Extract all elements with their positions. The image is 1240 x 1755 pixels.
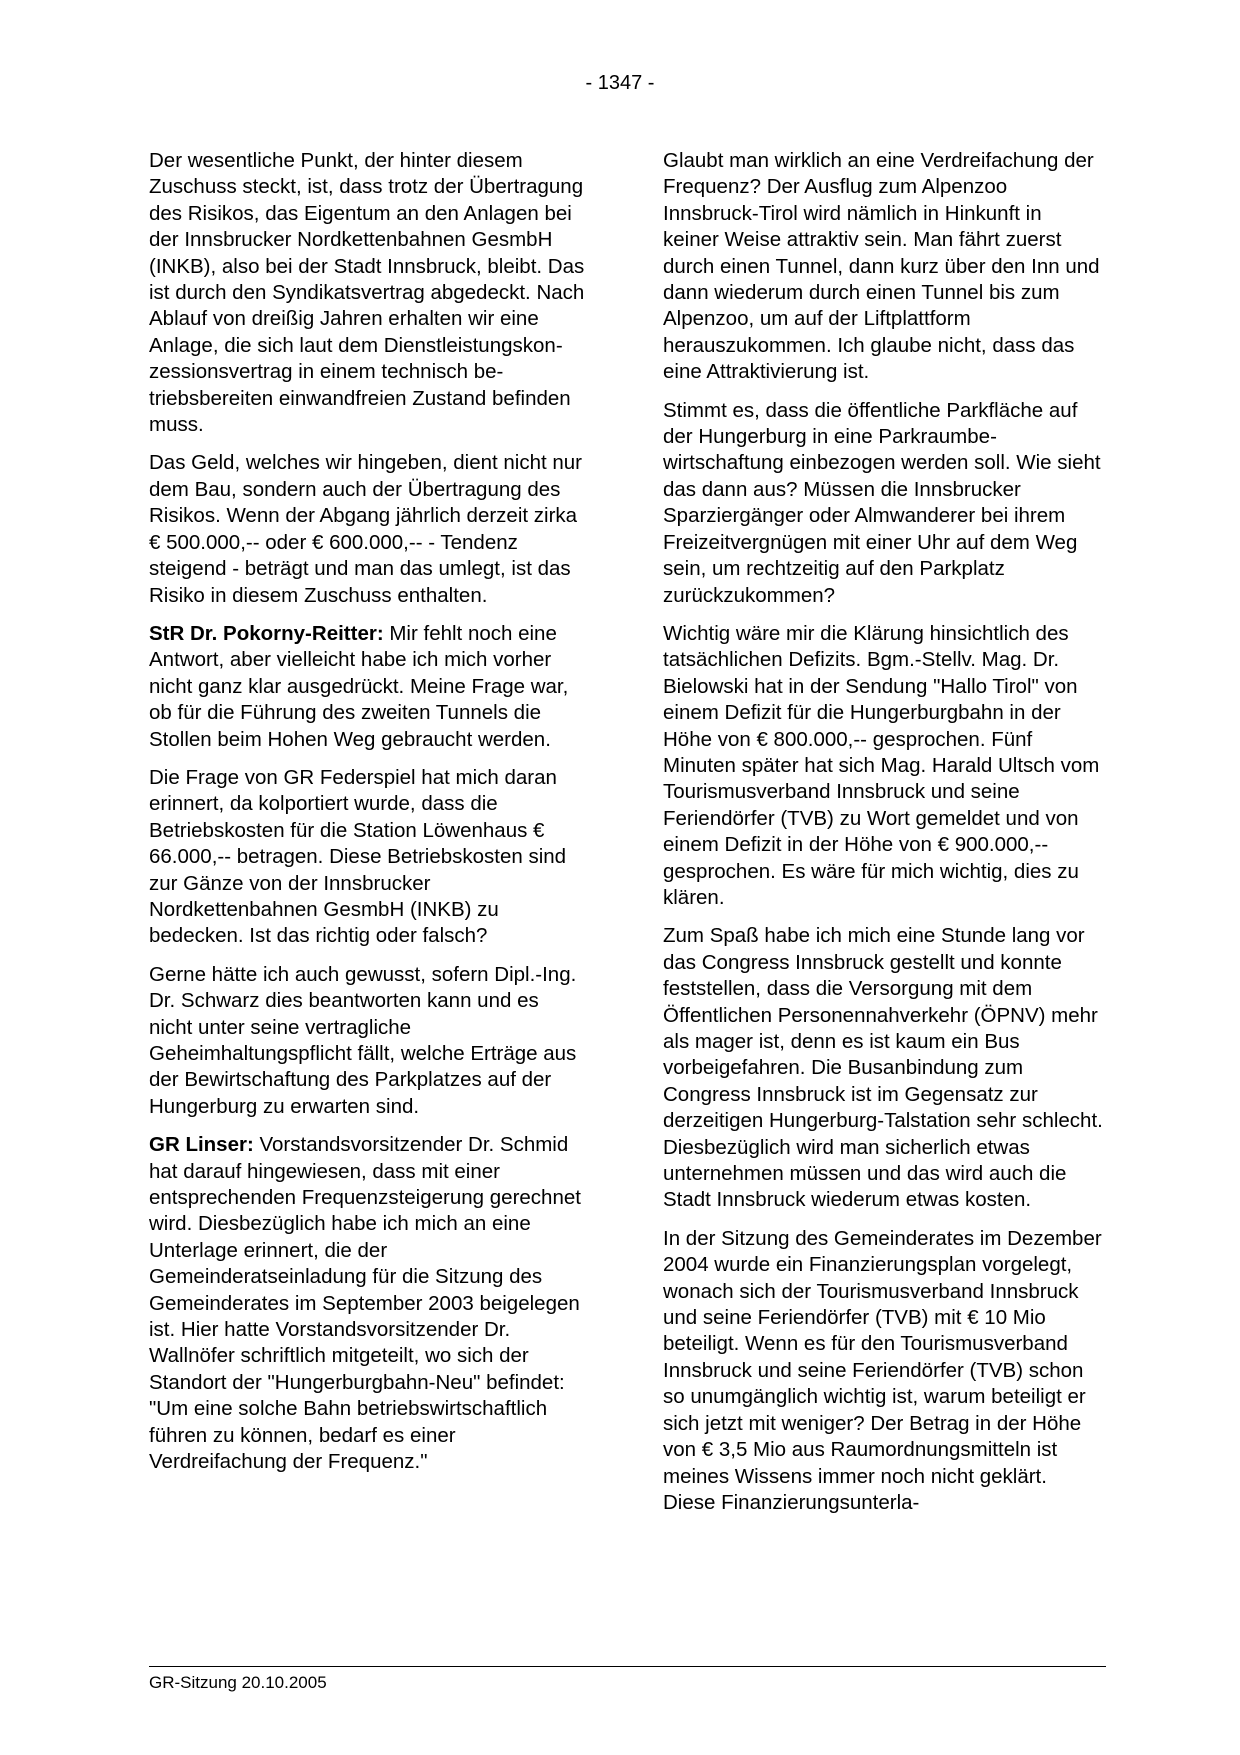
page-number: - 1347 - bbox=[585, 72, 655, 94]
right-column bbox=[663, 148, 1103, 1528]
paragraph: Glaubt man wirklich an eine Verdreifachung der Frequenz? Der Ausflug zum Alpenzoo Innsbruck-Tirol wird nämlich in Hinkunft in keiner Weise attraktiv sein. Man fährt zuerst durch einen Tunnel, dann kurz über den Inn und dann wiederum durch einen Tunnel bis zum Alpenzoo, um auf der Liftplattform herauszukommen. Ich glaube nicht, dass das eine Attraktivierung ist. bbox=[663, 149, 1100, 384]
paragraph: Die Frage von GR Federspiel hat mich daran erinnert, da kolportiert wurde, dass die Betriebskosten für die Station Löwenhaus € 66.000,-- betragen. Diese Betriebskosten sind zur Gänze von der Innsbrucker Nordkettenbahnen GesmbH (INKB) zu bedecken. Ist das richtig oder falsch? bbox=[149, 765, 567, 948]
paragraph: Gerne hätte ich auch gewusst, sofern Dipl.-Ing. Dr. Schwarz dies beantworten kann und es nicht unter seine vertragliche Geheimhaltungspflicht fällt, welche Erträge aus der Bewirtschaftung des Parkplatzes auf der Hungerburg zu erwarten sind. bbox=[149, 962, 577, 1118]
paragraph: Wichtig wäre mir die Klärung hinsichtlich des tatsächlichen Defizits. Bgm.-Stellv. Mag. Dr. Bielowski hat in der Sendung "Hallo Tirol" von einem Defizit für die Hungerburgbahn in der Höhe von € 800.000,-- gesprochen. Fünf Minuten später hat sich Mag. Harald Ultsch vom Tourismusverband Innsbruck und seine Feriendörfer (TVB) zu Wort gemeldet und von einem Defizit in der Höhe von € 900.000,-- gesprochen. Es wäre für mich wichtig, dies zu klären. bbox=[663, 621, 1100, 909]
speaker-text: Mir fehlt noch eine Antwort, aber vielleicht habe ich mich vorher nicht ganz klar ausgedrückt. Meine Frage war, ob für die Führung des zweiten Tunnels die Stollen beim Hohen Weg gebraucht werden. bbox=[149, 621, 569, 751]
paragraph: Der wesentliche Punkt, der hinter diesem Zuschuss steckt, ist, dass trotz der Übertragung des Risikos, das Eigentum an den Anlagen bei der Innsbrucker Nordkettenbahnen GesmbH (INKB), also bei der Stadt Innsbruck, bleibt. Das ist durch den Syndikatsvertrag abgedeckt. Nach Ablauf von dreißig Jahren erhalten wir eine Anlage, die sich laut dem Dienstleistungskonzessionsvertrag in einem technisch betriebsbereiten einwandfreien Zustand befinden muss. bbox=[149, 149, 585, 437]
speaker-paragraph bbox=[149, 1132, 586, 1475]
paragraph: Stimmt es, dass die öffentliche Parkfläche auf der Hungerburg in eine Parkraumbewirtschaftung einbezogen werden soll. Wie sieht das dann aus? Müssen die Innsbrucker Sparziergänger oder Almwanderer bei ihrem Freizeitvergnügen mit einer Uhr auf dem Weg sein, um rechtzeitig auf den Parkplatz zurückzukommen? bbox=[663, 398, 1101, 607]
footer-text: GR-Sitzung 20.10.2005 bbox=[149, 1673, 327, 1692]
footer-divider bbox=[149, 1666, 1106, 1667]
paragraph: Das Geld, welches wir hingeben, dient nicht nur dem Bau, sondern auch der Übertragung des Risikos. Wenn der Abgang jährlich derzeit zirka € 500.000,-- oder € 600.000,-- - Tendenz steigend - beträgt und man das umlegt, ist das Risiko in diesem Zuschuss enthalten. bbox=[149, 451, 583, 607]
left-column bbox=[149, 148, 586, 1488]
speaker-name: GR Linser: bbox=[149, 1133, 254, 1157]
speaker-text: Vorstandsvorsitzender Dr. Schmid hat darauf hingewiesen, dass mit einer entsprechenden Frequenzsteigerung gerechnet wird. Diesbezüglich habe ich mich an eine Unterlage erinnert, die der Gemeinderatseinladung für die Sitzung des Gemeinderates im September 2003 beigelegen ist. Hier hatte Vorstandsvorsitzender Dr. Wallnöfer schriftlich mitgeteilt, wo sich der Standort der "Hungerburgbahn-Neu" befindet: "Um eine solche Bahn betriebswirtschaftlich führen zu können, bedarf es einer Verdreifachung der Frequenz." bbox=[149, 1133, 581, 1474]
paragraph: Zum Spaß habe ich mich eine Stunde lang vor das Congress Innsbruck gestellt und konnte feststellen, dass die Versorgung mit dem Öffentlichen Personennahverkehr (ÖPNV) mehr als mager ist, denn es ist kaum ein Bus vorbeigefahren. Die Busanbindung zum Congress Innsbruck ist im Gegensatz zur derzeitigen Hungerburg-Talstation sehr schlecht. Diesbezüglich wird man sicherlich etwas unternehmen müssen und das wird auch die Stadt Innsbruck wiederum etwas kosten. bbox=[663, 924, 1103, 1212]
speaker-paragraph bbox=[149, 621, 586, 753]
paragraph: In der Sitzung des Gemeinderates im Dezember 2004 wurde ein Finanzierungsplan vorgelegt, wonach sich der Tourismusverband Innsbruck und seine Feriendörfer (TVB) mit € 10 Mio beteiligt. Wenn es für den Tourismusverband Innsbruck und seine Feriendörfer (TVB) schon so unumgänglich wichtig ist, warum beteiligt er sich jetzt mit weniger? Der Betrag in der Höhe von € 3,5 Mio aus Raumordnungsmitteln ist meines Wissens immer noch nicht geklärt. Diese Finanzierungsunterla- bbox=[663, 1226, 1102, 1514]
speaker-name: StR Dr. Pokorny-Reitter: bbox=[149, 621, 384, 645]
